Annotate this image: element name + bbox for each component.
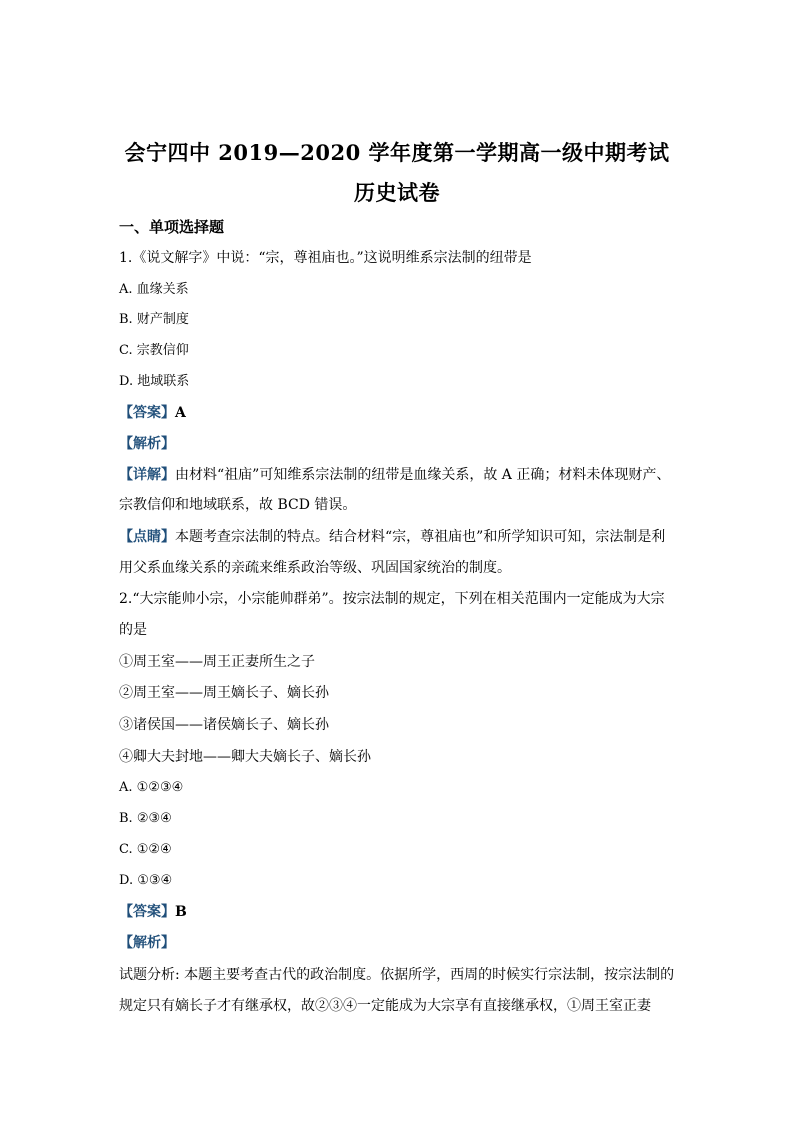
answer-label: 【答案】 — [119, 405, 175, 421]
answer-value: B — [175, 904, 187, 920]
answer-value: A — [175, 405, 186, 421]
q2-analysis-line-2: 规定只有嫡长子才有继承权，故②③④一定能成为大宗享有直接继承权，①周王室正妻 — [119, 998, 651, 1014]
q1-analysis-heading — [119, 434, 679, 454]
q2-option-d: D. ①③④ — [119, 873, 173, 888]
q1-option-d: D. 地域联系 — [119, 374, 190, 389]
exam-subject-title: 历史试卷 — [354, 180, 440, 205]
q2-option-b: B. ②③④ — [119, 811, 172, 826]
q1-point-line-1 — [119, 527, 679, 547]
analysis-label: 【解析】 — [119, 436, 175, 452]
q1-answer — [119, 403, 679, 423]
answer-label: 【答案】 — [119, 904, 175, 920]
q1-option-c: C. 宗教信仰 — [119, 343, 189, 358]
q1-detail-line-2: 宗教信仰和地域联系，故 BCD 错误。 — [119, 497, 357, 513]
analysis-label: 【解析】 — [119, 935, 175, 951]
q1-stem: 1.《说文解字》中说：“宗，尊祖庙也。”这说明维系宗法制的纽带是 — [119, 250, 532, 266]
q2-item-4: ④卿大夫封地——卿大夫嫡长子、嫡长孙 — [119, 749, 371, 765]
q2-analysis-heading — [119, 933, 679, 953]
q2-stem-line-1: 2.“大宗能帅小宗，小宗能帅群弟”。按宗法制的规定，下列在相关范围内一定能成为大宗 — [119, 591, 665, 607]
point-label: 【点睛】 — [119, 529, 175, 545]
q2-answer — [119, 902, 679, 922]
q1-option-a: A. 血缘关系 — [119, 282, 189, 297]
section-heading: 一、单项选择题 — [119, 218, 225, 236]
q2-stem-line-2: 的是 — [119, 622, 147, 638]
exam-title: 会宁四中 2019—2020 学年度第一学期高一级中期考试 — [124, 140, 670, 165]
q1-detail-line-1 — [119, 465, 679, 485]
detail-text: 由材料“祖庙”可知维系宗法制的纽带是血缘关系，故 A 正确；材料未体现财产、 — [175, 467, 671, 483]
point-text: 本题考查宗法制的特点。结合材料“宗，尊祖庙也”和所学知识可知，宗法制是利 — [175, 529, 666, 545]
q2-item-3: ③诸侯国——诸侯嫡长子、嫡长孙 — [119, 717, 329, 733]
q2-option-c: C. ①②④ — [119, 842, 172, 857]
q2-item-1: ①周王室——周王正妻所生之子 — [119, 654, 315, 670]
q2-item-2: ②周王室——周王嫡长子、嫡长孙 — [119, 685, 329, 701]
detail-label: 【详解】 — [119, 467, 175, 483]
q1-point-line-2: 用父系血缘关系的亲疏来维系政治等级、巩固国家统治的制度。 — [119, 560, 511, 576]
q2-option-a: A. ①②③④ — [119, 780, 184, 795]
q1-option-b: B. 财产制度 — [119, 312, 189, 327]
q2-analysis-line-1: 试题分析: 本题主要考查古代的政治制度。依据所学，西周的时候实行宗法制，按宗法制的 — [119, 967, 675, 983]
